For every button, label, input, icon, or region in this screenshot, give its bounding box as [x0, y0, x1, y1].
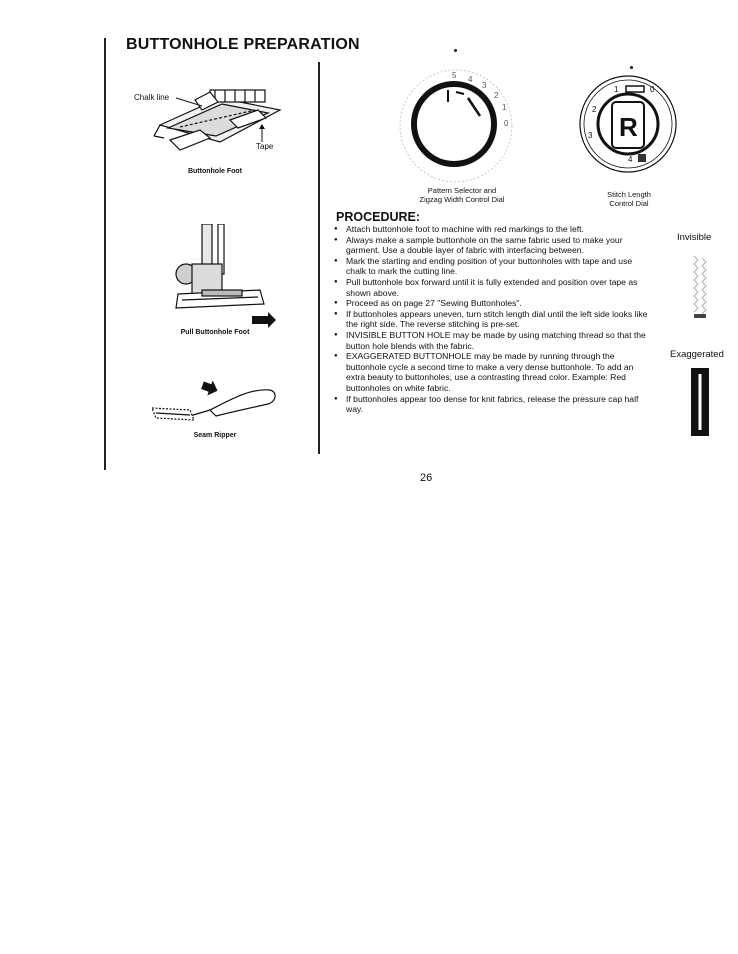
invisible-label: Invisible	[677, 232, 712, 243]
pattern-dial-number: 2	[494, 91, 499, 100]
procedure-item: ● Pull buttonhole box forward until it is fully extended and position over tape as shown above.	[330, 277, 652, 298]
procedure-item: ● If buttonholes appear too dense for knit fabrics, release the pressure cap half way.	[330, 394, 652, 415]
buttonhole-foot-caption: Buttonhole Foot	[187, 168, 243, 175]
stitch-dial-number: 0	[650, 85, 655, 94]
procedure-item: ● INVISIBLE BUTTON HOLE may be made by using matching thread so that the button hole blends with the fabric.	[330, 330, 652, 351]
page-title: BUTTONHOLE PREPARATION	[126, 36, 360, 53]
tape-leader	[258, 124, 268, 144]
procedure-item: ● Mark the starting and ending position of your buttonholes with tape and use chalk to mark the cutting line.	[330, 256, 652, 277]
stitch-dial-number: 2	[592, 105, 597, 114]
pattern-selector-dial	[396, 68, 520, 186]
stitch-dial-caption	[584, 190, 674, 208]
dot-mark	[630, 66, 633, 69]
pattern-dial-number: 1	[502, 103, 507, 112]
procedure-item: ● EXAGGERATED BUTTONHOLE may be made by running through the buttonhole cycle a second time to make a very dense buttonhole. To add an extra beauty to buttonholes, use a contrasting thread color. Example: Red buttonholes on white fabric.	[330, 351, 652, 393]
column-divider	[318, 62, 320, 454]
stitch-dial-number: 4	[628, 155, 633, 164]
stitch-dial-letter: R	[619, 112, 638, 142]
procedure-item: ● If buttonholes appears uneven, turn stitch length dial until the left side looks like the right side. The reverse stitching is pre-set.	[330, 309, 652, 330]
exaggerated-buttonhole-sample	[691, 368, 709, 436]
procedure-item: ● Proceed as on page 27 "Sewing Buttonholes".	[330, 298, 652, 309]
procedure-heading: PROCEDURE:	[336, 210, 421, 224]
seam-ripper-illustration	[150, 380, 280, 430]
stitch-dial-number: 1	[614, 85, 619, 94]
pattern-dial-number: 5	[452, 71, 457, 80]
seam-ripper-caption: Seam Ripper	[193, 432, 237, 439]
procedure-item: ● Always make a sample buttonhole on the same fabric used to make your garment. Use a double layer of fabric with interfacing between.	[330, 235, 652, 256]
pattern-dial-number: 0	[504, 119, 509, 128]
pattern-dial-caption	[394, 186, 530, 204]
pattern-dial-number: 3	[482, 81, 487, 90]
procedure-item: ● Attach buttonhole foot to machine with red markings to the left.	[330, 224, 652, 235]
page-number: 26	[420, 472, 433, 484]
left-margin-rule	[104, 38, 106, 470]
stitch-dial-caption-line1: Stitch Length	[607, 190, 651, 199]
pull-buttonhole-foot-caption: Pull Buttonhole Foot	[180, 329, 250, 336]
pattern-dial-caption-line1: Pattern Selector and	[427, 186, 497, 195]
chalk-line-leader	[176, 96, 206, 108]
chalk-line-label: Chalk line	[134, 93, 170, 102]
pattern-dial-number: 4	[468, 75, 473, 84]
stitch-dial-caption-line2: Control Dial	[609, 199, 649, 208]
pattern-dial-caption-line2: Zigzag Width Control Dial	[419, 195, 505, 204]
invisible-buttonhole-sample	[690, 254, 710, 320]
procedure-list	[330, 224, 652, 415]
stitch-dial-number: 3	[588, 131, 593, 140]
pull-buttonhole-foot-illustration	[172, 224, 276, 328]
stitch-length-dial	[572, 74, 684, 174]
tape-label: Tape	[256, 142, 274, 151]
exaggerated-label: Exaggerated	[670, 349, 724, 360]
dot-mark	[454, 49, 457, 52]
